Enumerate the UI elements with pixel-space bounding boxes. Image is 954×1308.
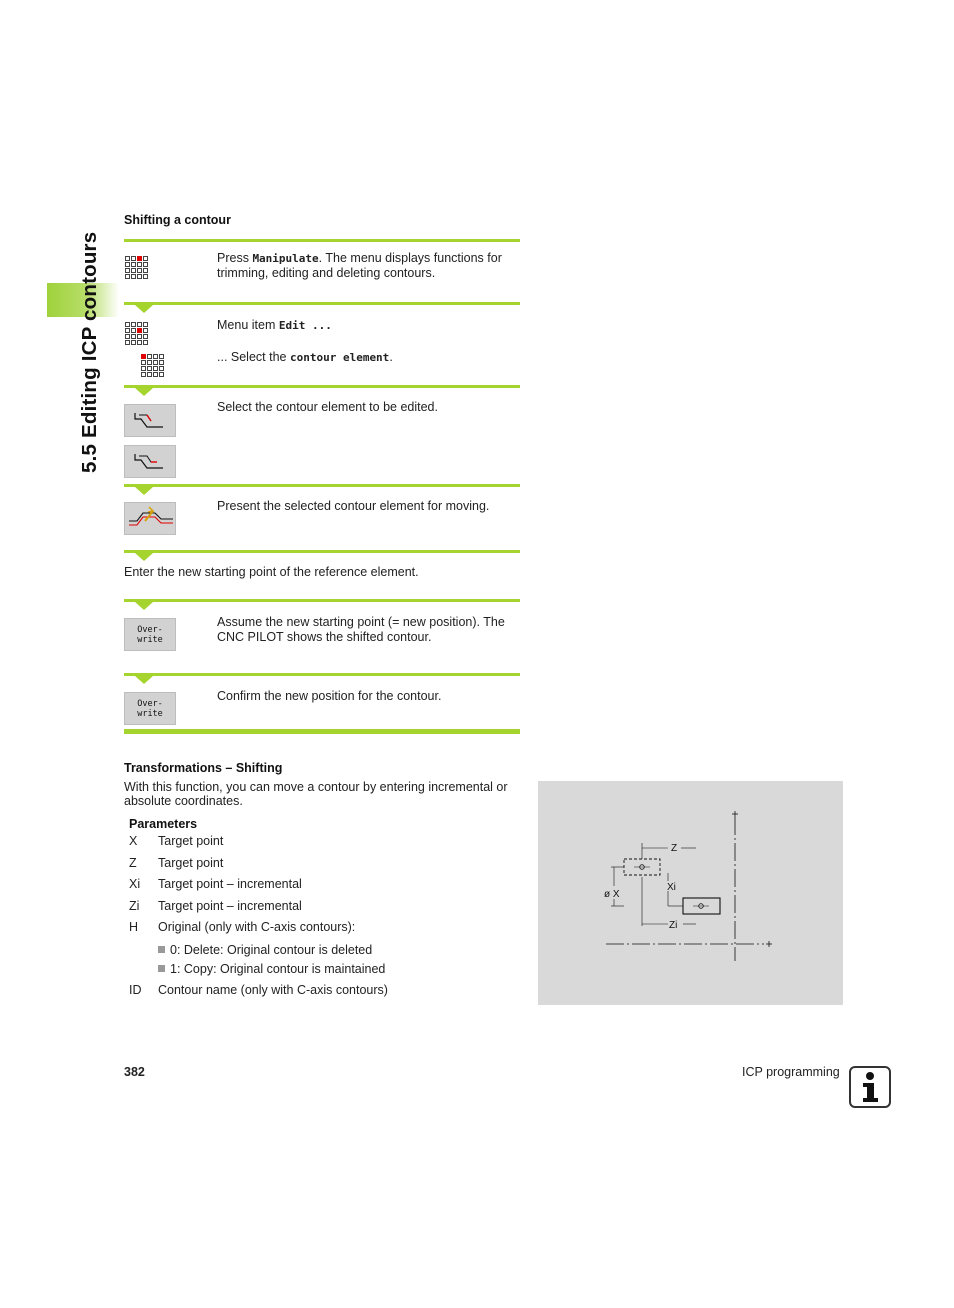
present-move-softkey[interactable] — [124, 502, 176, 535]
contour-element-softkey-icon[interactable] — [140, 353, 166, 379]
param-h-option: 0: Delete: Original contour is deleted — [158, 943, 372, 957]
step-text-select-edit: Select the contour element to be edited. — [217, 400, 438, 414]
transformations-intro: With this function, you can move a contour by entering incremental or absolute coordinates. — [124, 780, 508, 808]
step-divider — [124, 239, 520, 242]
step-arrow-icon — [135, 487, 153, 495]
dim-label-zi: Zi — [669, 920, 678, 931]
dim-label-xi: Xi — [667, 882, 676, 893]
manipulate-softkey-icon[interactable] — [124, 255, 150, 281]
edit-menu-softkey-icon[interactable] — [124, 321, 150, 347]
parameters-heading: Parameters — [129, 817, 198, 831]
bullet-square-icon — [158, 965, 165, 972]
element-select-softkey[interactable] — [124, 404, 176, 437]
step-arrow-icon — [135, 305, 153, 313]
info-i-glyph — [851, 1068, 889, 1106]
step-arrow-icon — [135, 553, 153, 561]
contour-element-next-icon — [125, 446, 175, 477]
step-divider — [124, 550, 520, 553]
info-icon — [849, 1066, 891, 1108]
step-divider — [124, 673, 520, 676]
contour-element-icon — [125, 405, 175, 436]
dim-label-z: Z — [671, 843, 678, 854]
step-arrow-icon — [135, 388, 153, 396]
move-contour-icon — [125, 503, 175, 534]
step-text-enter-start: Enter the new starting point of the reference element. — [124, 565, 419, 579]
step-arrow-icon — [135, 676, 153, 684]
step-divider — [124, 385, 520, 388]
section-heading-transformations: Transformations – Shifting — [124, 761, 283, 775]
step-text-present-moving: Present the selected contour element for moving. — [217, 499, 490, 513]
bullet-square-icon — [158, 946, 165, 953]
chapter-name: ICP programming — [742, 1065, 840, 1079]
overwrite-softkey[interactable]: Over- write — [124, 618, 176, 651]
step-arrow-icon — [135, 602, 153, 610]
step-text-edit-menu: Menu item Edit ... — [217, 318, 332, 332]
table-end-divider — [124, 729, 520, 734]
step-divider — [124, 599, 520, 602]
shifting-diagram — [538, 781, 843, 1005]
dim-label-x: ø X — [604, 889, 620, 900]
step-text-confirm-position: Confirm the new position for the contour. — [217, 689, 442, 703]
element-select-softkey-alt[interactable] — [124, 445, 176, 478]
step-divider — [124, 484, 520, 487]
param-h-option: 1: Copy: Original contour is maintained — [158, 962, 385, 976]
step-text-assume-start: Assume the new starting point (= new position). The CNC PILOT shows the shifted contour. — [217, 615, 505, 644]
step-text-select-element: ... Select the contour element. — [217, 350, 393, 364]
overwrite-confirm-softkey[interactable]: Over- write — [124, 692, 176, 725]
section-heading-shifting: Shifting a contour — [124, 213, 231, 227]
step-divider — [124, 302, 520, 305]
shifting-diagram-drawing — [538, 781, 843, 1005]
page-number: 382 — [124, 1065, 145, 1079]
step-text-manipulate: Press Manipulate. The menu displays functions for trimming, editing and deleting contours. — [217, 251, 502, 280]
